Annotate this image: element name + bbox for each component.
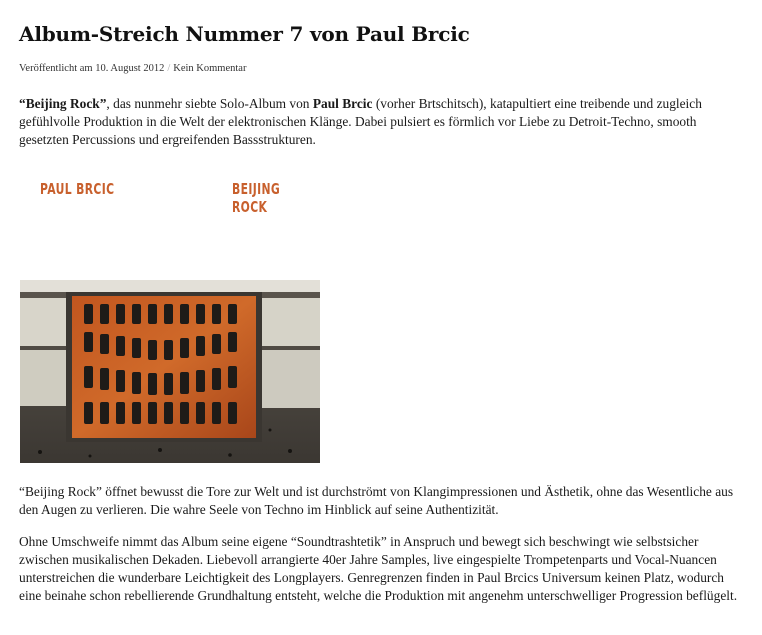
artist-name: Paul Brcic	[312, 96, 373, 111]
intro-paragraph	[19, 95, 744, 149]
meta-separator: /	[167, 63, 171, 74]
body-paragraph-2: “Beijing Rock” öffnet bewusst die Tore zur Welt und ist durchströmt von Klangimpressionen und Ästhetik, ohne das Wesentliche aus den Augen zu verlieren. Die wahre Seele von Techno im Hinblick auf seine Authentizität.	[19, 484, 734, 517]
published-date[interactable]: Veröffentlicht am 10. August 2012	[19, 63, 165, 74]
intro-text-1: , das nunmehr siebte Solo-Album von	[106, 96, 313, 111]
cover-artist-text: PAUL BRCIC	[40, 180, 115, 198]
album-name: “Beijing Rock”	[19, 96, 107, 111]
post-title[interactable]: Album-Streich Nummer 7 von Paul Brcic	[19, 22, 470, 46]
comments-link[interactable]: Kein Kommentar	[173, 63, 247, 74]
post-meta	[19, 63, 246, 74]
body-paragraph-3: Ohne Umschweife nimmt das Album seine eigene “Soundtrashtetik” in Anspruch und bewegt sich beschwingt wie selbstsicher zwischen musikalischen Dekaden. Liebevoll arrangierte 40er Jahre Samples, live eingespielte Trompetenparts und Vocal-Nuancen unterstreichen die wunderbare Leichtigkeit des Longplayers. Genregrenzen finden in Paul Brcics Universum keinen Platz, wodurch eine beinahe schon rebellierende Grundhaltung entsteht, welche die Produktion mit angenehm unterschwelliger Progression beflügelt.	[19, 534, 738, 603]
intro-text-2: (vorher Brtschitsch), katapultiert eine treibende und zugleich gefühlvolle Produktion in die Welt der elektronischen Klänge. Dabei pulsiert es förmlich vor Liebe zu Detroit-Techno, smooth gesetzten Percussions und ergreifenden Bassstrukturen.	[19, 96, 702, 147]
drain-grate-photo	[20, 280, 320, 463]
cover-album-text: BEIJING ROCK	[232, 180, 281, 216]
album-cover[interactable]	[20, 168, 320, 463]
